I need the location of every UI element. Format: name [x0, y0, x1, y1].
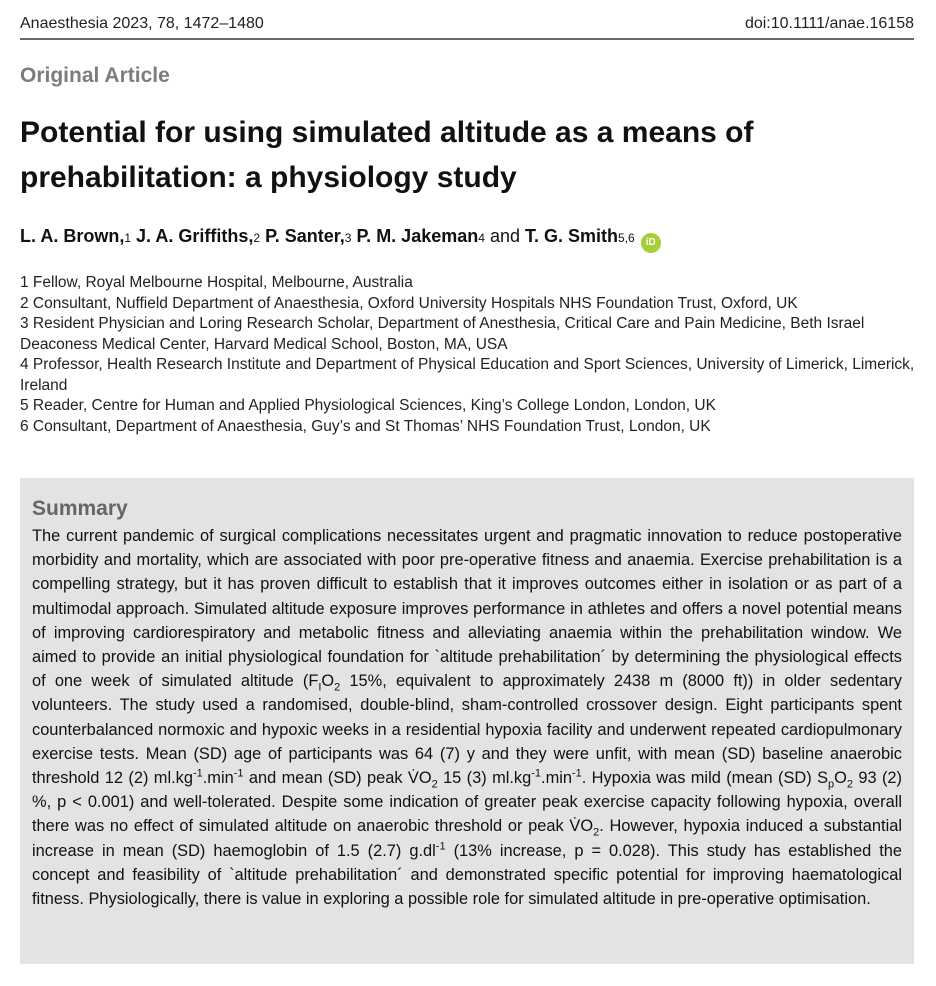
summary-segment: 15%, equivalent to approximately 2438 m (8000 ft)) in older sedentary volunteers. The study used a randomised, double-blind, sham-controlled crossover design. Eight participants spent counterbalanced normoxic and hypoxic weeks in a residential hypoxia facility and underwent repeated cardiopulmonary exercise tests. Mean (SD) age of participants was 64 (7) y and they were unfit, with mean (SD) baseline anaerobic threshold 12 (2) ml.kg [32, 672, 902, 788]
summary-segment: 93 (2) %, p < 0.001) and well-tolerated. Despite some indication of greater peak exercise capacity following hypoxia, overall there was no effect of simulated altitude on anaerobic threshold or peak V̇O [32, 769, 903, 836]
summary-segment: .min [541, 769, 572, 788]
author-name[interactable]: J. A. Griffiths, [136, 226, 254, 246]
subscript: I [318, 681, 322, 694]
author-name[interactable]: P. Santer, [265, 226, 345, 246]
summary-box [20, 478, 914, 964]
author-list [20, 226, 661, 250]
superscript: -1 [192, 767, 203, 780]
summary-segment: . However, hypoxia induced a substantial increase in mean (SD) haemoglobin of 1.5 (2.7) g.dl [32, 817, 902, 860]
summary-segment: (13% increase, p = 0.028). This study has established the concept and feasibility of `altitude prehabilitation´ and demonstrated specific potential for improving haematological fitness. Physiologically, there is value in exploring a possible role for simulated altitude in pre-operative optimisation. [32, 841, 902, 909]
superscript: -1 [571, 767, 582, 780]
summary-segment: O [834, 769, 847, 788]
running-header [20, 12, 914, 36]
author-affil-ref: 2 [253, 231, 261, 245]
article-type: Original Article [20, 64, 170, 87]
subscript: 2 [846, 778, 854, 791]
summary-heading: Summary [32, 497, 128, 520]
author-name[interactable]: L. A. Brown, [20, 226, 125, 246]
affiliation-item: 5 Reader, Centre for Human and Applied Physiological Sciences, King’s College London, London, UK [20, 397, 716, 414]
affiliation-item: 1 Fellow, Royal Melbourne Hospital, Melbourne, Australia [20, 274, 413, 291]
subscript: 2 [334, 681, 341, 694]
summary-segment: .min [202, 769, 234, 788]
superscript: -1 [435, 840, 446, 853]
article-title: Potential for using simulated altitude as a means of prehabilitation: a physiology study [20, 116, 754, 194]
summary-text [32, 524, 902, 911]
superscript: -1 [531, 767, 542, 780]
affiliation-item: 6 Consultant, Department of Anaesthesia, Guy’s and St Thomas’ NHS Foundation Trust, London, UK [20, 417, 711, 435]
author-affil-ref: 5,6 [618, 231, 635, 245]
affiliations [20, 273, 920, 437]
author-name[interactable]: P. M. Jakeman [356, 226, 479, 246]
summary-segment: 15 (3) ml.kg [437, 769, 532, 788]
summary-segment: The current pandemic of surgical complications necessitates urgent and pragmatic innovation to reduce postoperative morbidity and mortality, which are associated with poor pre-operative fitness and anaemia. Exercise prehabilitation is a compelling strategy, but it has proven difficult to establish that it improves outcomes either in isolation or as part of a multimodal approach. Simulated altitude exposure improves performance in athletes and offers a novel potential means of improving cardiorespiratory and metabolic fitness and alleviating anaemia within the prehabilitation window. We aimed to provide an initial physiological foundation for `altitude prehabilitation´ by determining the physiological effects of one week of simulated altitude (F [32, 527, 902, 691]
author-affil-ref: 4 [478, 231, 485, 245]
affiliation-item: 2 Consultant, Nuffield Department of Anaesthesia, Oxford University Hospitals NHS Foundation Trust, Oxford, UK [20, 294, 798, 312]
author-affil-ref: 3 [344, 231, 352, 245]
subscript: 2 [431, 778, 438, 791]
affiliation-item: 3 Resident Physician and Loring Research Scholar, Department of Anesthesia, Critical Care and Pain Medicine, Beth Israel Deaconess Medical Center, Harvard Medical School, Boston, MA, USA [20, 315, 865, 353]
summary-segment: and mean (SD) peak V̇O [243, 769, 432, 788]
header-divider [20, 38, 914, 40]
orcid-icon[interactable]: iD [641, 233, 661, 253]
affiliation-item: 4 Professor, Health Research Institute and Department of Physical Education and Sport Sciences, University of Limerick, Limerick, Ireland [20, 356, 915, 394]
author-affil-ref: 1 [124, 231, 132, 245]
author-conjunction: and [489, 226, 520, 246]
author-name[interactable]: T. G. Smith [525, 226, 619, 246]
summary-segment: O [321, 672, 335, 691]
journal-reference: Anaesthesia 2023, 78, 1472–1480 [20, 15, 264, 32]
superscript: -1 [233, 767, 244, 780]
subscript: p [828, 778, 835, 791]
doi-link[interactable]: doi:10.1111/anae.16158 [744, 15, 914, 32]
subscript: 2 [593, 826, 600, 839]
summary-segment: . Hypoxia was mild (mean (SD) S [581, 769, 829, 788]
